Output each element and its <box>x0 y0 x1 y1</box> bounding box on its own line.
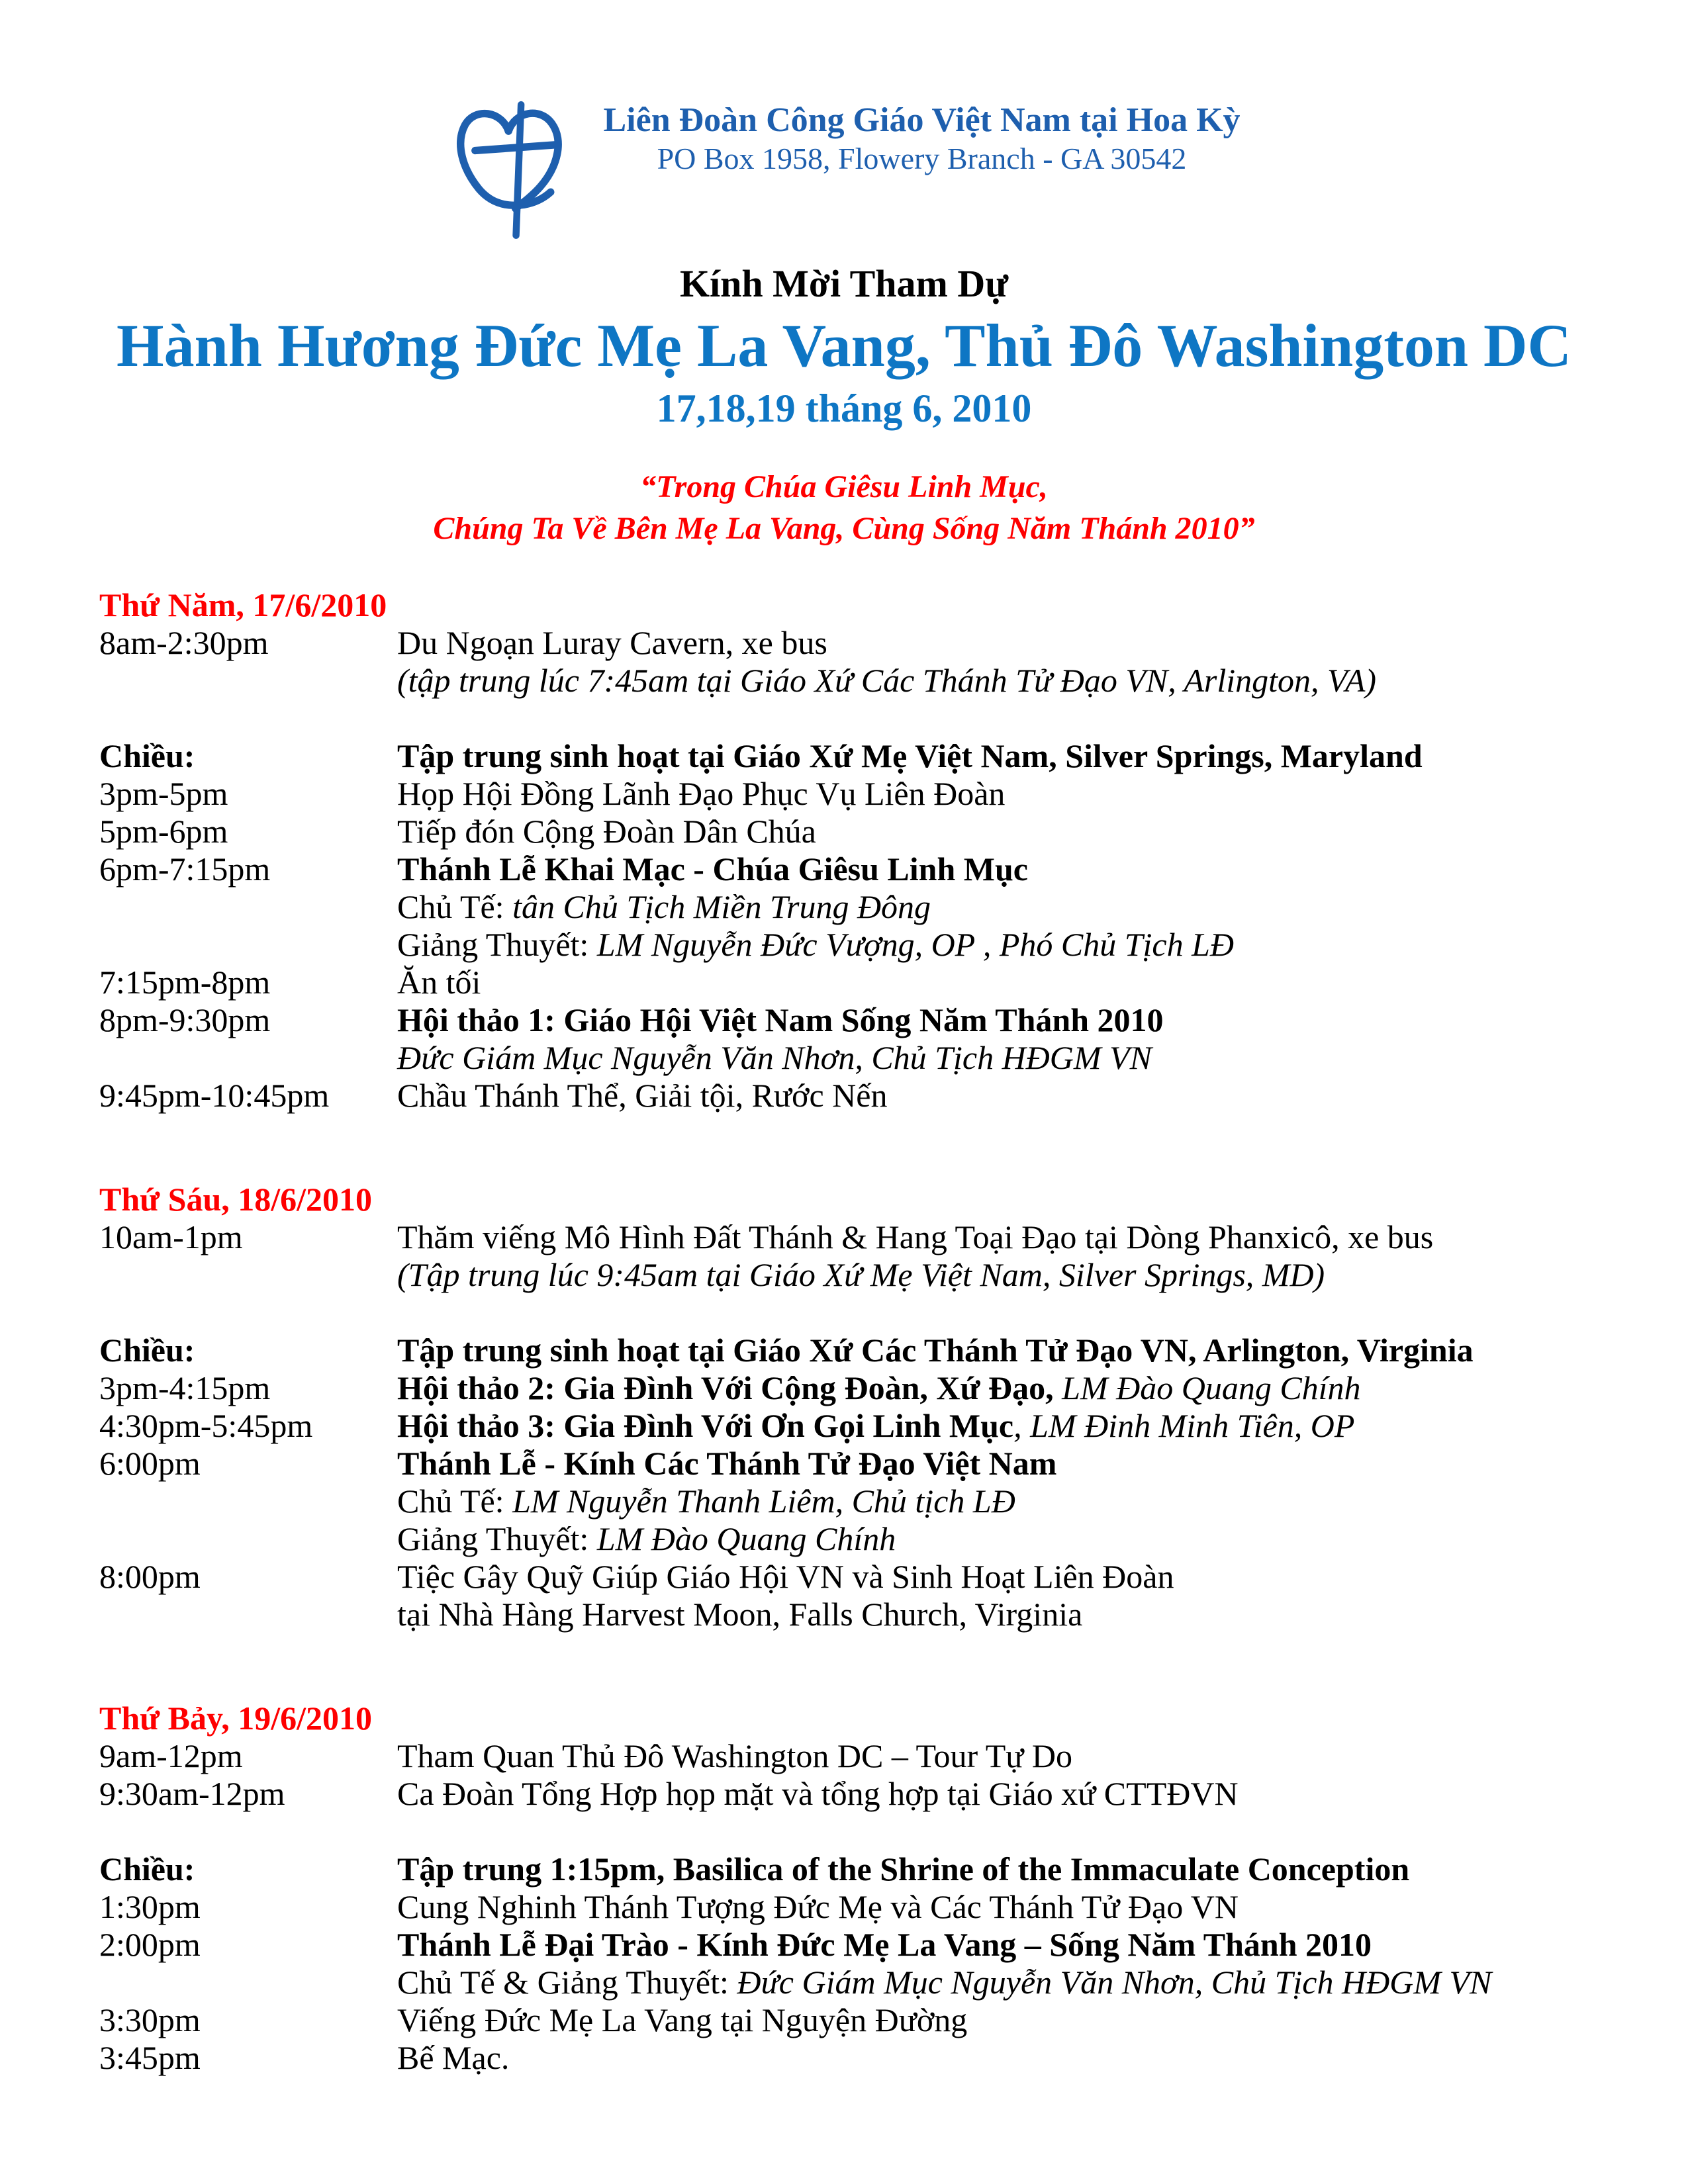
description-cell <box>397 1888 1589 1926</box>
description-cell <box>397 888 1589 926</box>
text-segment: Giảng Thuyết: <box>397 926 597 964</box>
text-segment: Thăm viếng Mô Hình Đất Thánh & Hang Toại Đạo tại Dòng Phanxicô, xe bus <box>397 1218 1434 1256</box>
description-cell <box>397 964 1589 1001</box>
description-cell <box>397 1775 1589 1813</box>
schedule-row <box>99 1039 1589 1077</box>
text-segment: Thánh Lễ Khai Mạc - Chúa Giêsu Linh Mục <box>397 850 1028 888</box>
quote-line-1: “Trong Chúa Giêsu Linh Mục, <box>640 469 1048 504</box>
schedule-row <box>99 662 1589 700</box>
day-heading: Thứ Sáu, 18/6/2010 <box>99 1181 373 1218</box>
schedule-row <box>99 737 1589 775</box>
description-cell <box>397 1407 1589 1445</box>
description-cell <box>397 813 1589 850</box>
description-cell <box>397 1256 1589 1294</box>
time-cell <box>99 662 397 700</box>
text-segment: Tham Quan Thủ Đô Washington DC – Tour Tự Do <box>397 1737 1072 1775</box>
time-cell <box>99 888 397 926</box>
day-section <box>99 1181 1589 1633</box>
text-segment: Ca Đoàn Tổng Hợp họp mặt và tổng hợp tại Giáo xứ CTTĐVN <box>397 1775 1239 1813</box>
description-cell <box>397 624 1589 662</box>
text-segment: Du Ngoạn Luray Cavern, xe bus <box>397 624 827 662</box>
org-text-block <box>603 96 1240 177</box>
schedule-row <box>99 1407 1589 1445</box>
text-segment: (tập trung lúc 7:45am tại Giáo Xứ Các Thánh Tử Đạo VN, Arlington, VA) <box>397 662 1377 700</box>
description-cell <box>397 1332 1589 1369</box>
description-cell <box>397 1850 1589 1888</box>
schedule-row <box>99 775 1589 813</box>
time-cell: 6pm-7:15pm <box>99 850 271 888</box>
text-segment: LM Đào Quang Chính <box>1062 1369 1361 1407</box>
description-cell <box>397 1964 1589 2001</box>
row-spacer <box>99 1294 1589 1332</box>
text-segment: Hội thảo 3: Gia Đình Với Ơn Gọi Linh Mục <box>397 1407 1014 1445</box>
time-cell <box>99 1596 397 1633</box>
schedule-row <box>99 2001 1589 2039</box>
text-segment: tân Chủ Tịch Miền Trung Đông <box>512 888 931 926</box>
schedule-row <box>99 850 1589 888</box>
time-cell: 8:00pm <box>99 1558 201 1596</box>
schedule-row <box>99 1218 1589 1256</box>
text-segment: Giảng Thuyết: <box>397 1520 597 1558</box>
text-segment: Đức Giám Mục Nguyễn Văn Nhơn, Chủ Tịch HĐGM VN <box>397 1039 1152 1077</box>
time-cell: Chiều: <box>99 1332 195 1369</box>
description-cell <box>397 1558 1589 1596</box>
invite-line: Kính Mời Tham Dự <box>679 262 1009 305</box>
schedule-row <box>99 1001 1589 1039</box>
description-cell <box>397 1520 1589 1558</box>
page-title: Hành Hương Đức Mẹ La Vang, Thủ Đô Washington DC <box>117 311 1571 379</box>
heart-cross-logo-icon <box>447 96 573 243</box>
text-segment: Tiệc Gây Quỹ Giúp Giáo Hội VN và Sinh Hoạt Liên Đoàn <box>397 1558 1174 1596</box>
time-cell: 10am-1pm <box>99 1218 243 1256</box>
org-name: Liên Đoàn Công Giáo Việt Nam tại Hoa Kỳ <box>603 101 1241 139</box>
text-segment: Chầu Thánh Thể, Giải tội, Rước Nến <box>397 1077 888 1115</box>
description-cell <box>397 1596 1589 1633</box>
time-cell: 8pm-9:30pm <box>99 1001 271 1039</box>
description-cell <box>397 1926 1589 1964</box>
schedule-row <box>99 1558 1589 1596</box>
time-cell: 9:45pm-10:45pm <box>99 1077 330 1115</box>
quote-line-2: Chúng Ta Về Bên Mẹ La Vang, Cùng Sống Năm Thánh 2010” <box>433 511 1255 547</box>
description-cell <box>397 1039 1589 1077</box>
text-segment: Thánh Lễ Đại Trào - Kính Đức Mẹ La Vang – Sống Năm Thánh 2010 <box>397 1926 1372 1964</box>
time-cell <box>99 1964 397 2001</box>
schedule-row <box>99 1520 1589 1558</box>
text-segment: tại Nhà Hàng Harvest Moon, Falls Church, Virginia <box>397 1596 1083 1633</box>
time-cell <box>99 1520 397 1558</box>
text-segment: Tiếp đón Cộng Đoàn Dân Chúa <box>397 813 816 850</box>
text-segment: Viếng Đức Mẹ La Vang tại Nguyện Đường <box>397 2001 968 2039</box>
description-cell <box>397 2001 1589 2039</box>
title-block <box>99 260 1589 434</box>
text-segment: Hội thảo 2: Gia Đình Với Cộng Đoàn, Xứ Đạo, <box>397 1369 1062 1407</box>
description-cell <box>397 662 1589 700</box>
text-segment: LM Nguyễn Thanh Liêm, Chủ tịch LĐ <box>512 1482 1015 1520</box>
time-cell: 6:00pm <box>99 1445 201 1482</box>
description-cell <box>397 737 1589 775</box>
day-heading: Thứ Bảy, 19/6/2010 <box>99 1700 373 1737</box>
org-header <box>99 96 1589 243</box>
text-segment: Bế Mạc. <box>397 2039 510 2077</box>
schedule-row <box>99 926 1589 964</box>
time-cell: 1:30pm <box>99 1888 201 1926</box>
event-dates: 17,18,19 tháng 6, 2010 <box>656 386 1032 430</box>
description-cell <box>397 926 1589 964</box>
schedule-row <box>99 1332 1589 1369</box>
schedule-row <box>99 1850 1589 1888</box>
description-cell <box>397 1218 1589 1256</box>
text-segment: Thánh Lễ - Kính Các Thánh Tử Đạo Việt Nam <box>397 1445 1057 1482</box>
text-segment: Họp Hội Đồng Lãnh Đạo Phục Vụ Liên Đoàn <box>397 775 1006 813</box>
text-segment: Ăn tối <box>397 964 481 1001</box>
description-cell <box>397 2039 1589 2077</box>
text-segment: Chủ Tế & Giảng Thuyết: <box>397 1964 737 2001</box>
description-cell <box>397 1737 1589 1775</box>
description-cell <box>397 1001 1589 1039</box>
schedule-row <box>99 1888 1589 1926</box>
text-segment: Chủ Tế: <box>397 888 513 926</box>
time-cell: Chiều: <box>99 1850 195 1888</box>
text-segment: Tập trung 1:15pm, Basilica of the Shrine of the Immaculate Conception <box>397 1850 1410 1888</box>
day-section <box>99 586 1589 1115</box>
text-segment: Tập trung sinh hoạt tại Giáo Xứ Các Thánh Tử Đạo VN, Arlington, Virginia <box>397 1332 1474 1369</box>
row-spacer <box>99 1813 1589 1850</box>
time-cell <box>99 926 397 964</box>
description-cell <box>397 1369 1589 1407</box>
time-cell: 4:30pm-5:45pm <box>99 1407 313 1445</box>
schedule <box>99 586 1589 2077</box>
schedule-row <box>99 813 1589 850</box>
schedule-row <box>99 888 1589 926</box>
schedule-row <box>99 1737 1589 1775</box>
time-cell <box>99 1482 397 1520</box>
text-segment: Đức Giám Mục Nguyễn Văn Nhơn, Chủ Tịch HĐGM VN <box>737 1964 1492 2001</box>
schedule-row <box>99 964 1589 1001</box>
text-segment: , LM Đinh Minh Tiên, OP <box>1013 1407 1355 1445</box>
description-cell <box>397 850 1589 888</box>
text-segment: Hội thảo 1: Giáo Hội Việt Nam Sống Năm Thánh 2010 <box>397 1001 1164 1039</box>
time-cell: 3:30pm <box>99 2001 201 2039</box>
schedule-row <box>99 1775 1589 1813</box>
schedule-row <box>99 1445 1589 1482</box>
text-segment: Chủ Tế: <box>397 1482 513 1520</box>
day-heading: Thứ Năm, 17/6/2010 <box>99 586 387 624</box>
description-cell <box>397 1482 1589 1520</box>
schedule-row <box>99 1077 1589 1115</box>
description-cell <box>397 1445 1589 1482</box>
schedule-row <box>99 1256 1589 1294</box>
text-segment: Tập trung sinh hoạt tại Giáo Xứ Mẹ Việt Nam, Silver Springs, Maryland <box>397 737 1423 775</box>
quote-block <box>99 466 1589 550</box>
time-cell: 3pm-4:15pm <box>99 1369 271 1407</box>
description-cell <box>397 775 1589 813</box>
text-segment: Cung Nghinh Thánh Tượng Đức Mẹ và Các Thánh Tử Đạo VN <box>397 1888 1239 1926</box>
time-cell: 9:30am-12pm <box>99 1775 285 1813</box>
time-cell: Chiều: <box>99 737 195 775</box>
schedule-row <box>99 1926 1589 1964</box>
org-address: PO Box 1958, Flowery Branch - GA 30542 <box>657 142 1187 176</box>
schedule-row <box>99 2039 1589 2077</box>
time-cell: 2:00pm <box>99 1926 201 1964</box>
time-cell: 3:45pm <box>99 2039 201 2077</box>
text-segment: (Tập trung lúc 9:45am tại Giáo Xứ Mẹ Việt Nam, Silver Springs, MD) <box>397 1256 1325 1294</box>
time-cell: 7:15pm-8pm <box>99 964 271 1001</box>
time-cell: 9am-12pm <box>99 1737 243 1775</box>
schedule-row <box>99 1369 1589 1407</box>
time-cell: 5pm-6pm <box>99 813 228 850</box>
schedule-row <box>99 624 1589 662</box>
schedule-row <box>99 1482 1589 1520</box>
time-cell: 3pm-5pm <box>99 775 228 813</box>
time-cell: 8am-2:30pm <box>99 624 269 662</box>
description-cell <box>397 1077 1589 1115</box>
schedule-row <box>99 1964 1589 2001</box>
day-section <box>99 1700 1589 2077</box>
text-segment: LM Nguyễn Đức Vượng, OP , Phó Chủ Tịch LĐ <box>596 926 1235 964</box>
text-segment: LM Đào Quang Chính <box>596 1520 896 1558</box>
schedule-row <box>99 1596 1589 1633</box>
time-cell <box>99 1256 397 1294</box>
time-cell <box>99 1039 397 1077</box>
row-spacer <box>99 700 1589 737</box>
